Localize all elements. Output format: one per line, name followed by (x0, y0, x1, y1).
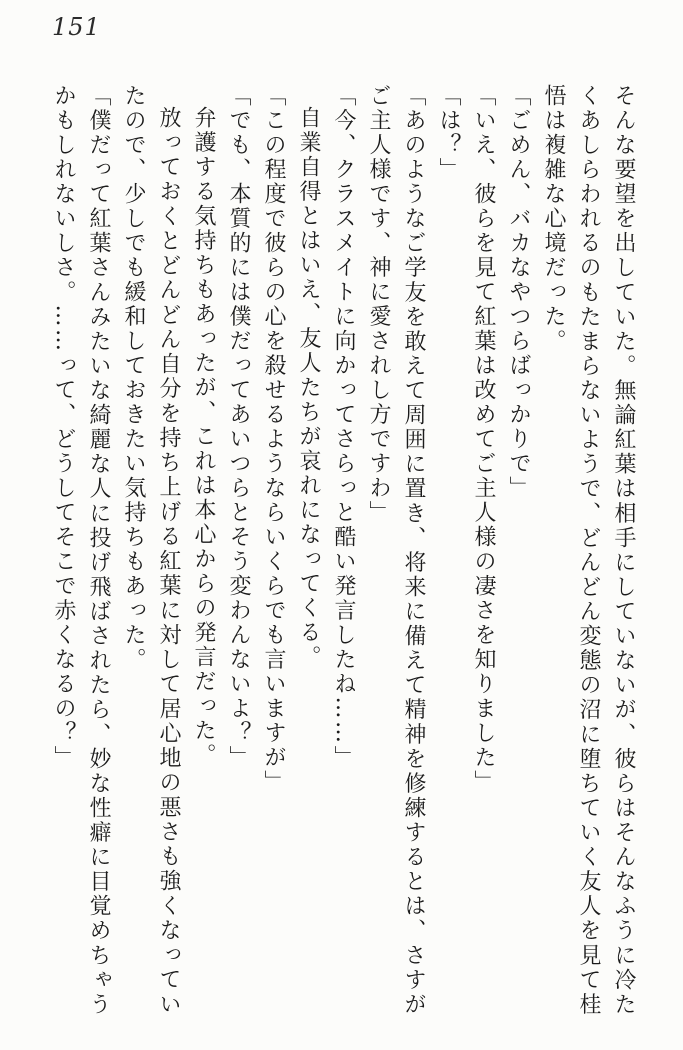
paragraph: 「今、クラスメイトに向かってさらっと酷い発言したね……」 (331, 84, 356, 770)
vertical-body-text (46, 84, 641, 1017)
paragraph: そんな要望を出していた。無論紅葉は相手にしていないが、彼らはそんなふうに冷たくあしらわれるのもたまらないようで、どんどん変態の沼に堕ちていく友人を見て桂悟は複雑な心境だった。 (541, 84, 636, 1018)
paragraph: 弁護する気持ちもあったが、これは本心からの発言だった。 (191, 106, 216, 768)
paragraph: 自業自得とはいえ、友人たちが哀れになってくる。 (296, 106, 321, 670)
paragraph: 「あのようなご学友を敢えて周囲に置き、将来に備えて精神を修練するとは、さすがご主人様です、神に愛されし方ですわ」 (366, 84, 426, 1018)
paragraph: 「は？」 (436, 84, 461, 182)
paragraph: 「いえ、彼らを見て紅葉は改めてご主人様の凄さを知りました」 (471, 84, 496, 795)
paragraph: 「でも、本質的には僕だってあいつらとそう変わんないよ？」 (226, 84, 251, 770)
paragraph: 「ごめん、バカなやつらばっかりで」 (506, 84, 531, 501)
page-number: 151 (52, 13, 101, 41)
paragraph: 放っておくとどんどん自分を持ち上げる紅葉に対して居心地の悪さも強くなっていたので、少しでも緩和しておきたい気持ちもあった。 (121, 84, 181, 1017)
paragraph: 「この程度で彼らの心を殺せるようならいくらでも言いますが」 (261, 84, 286, 795)
paragraph: 「僕だって紅葉さんみたいな綺麗な人に投げ飛ばされたら、妙な性癖に目覚めちゃうかもしれないしさ。……って、どうしてそこで赤くなるの？」 (51, 84, 111, 1017)
